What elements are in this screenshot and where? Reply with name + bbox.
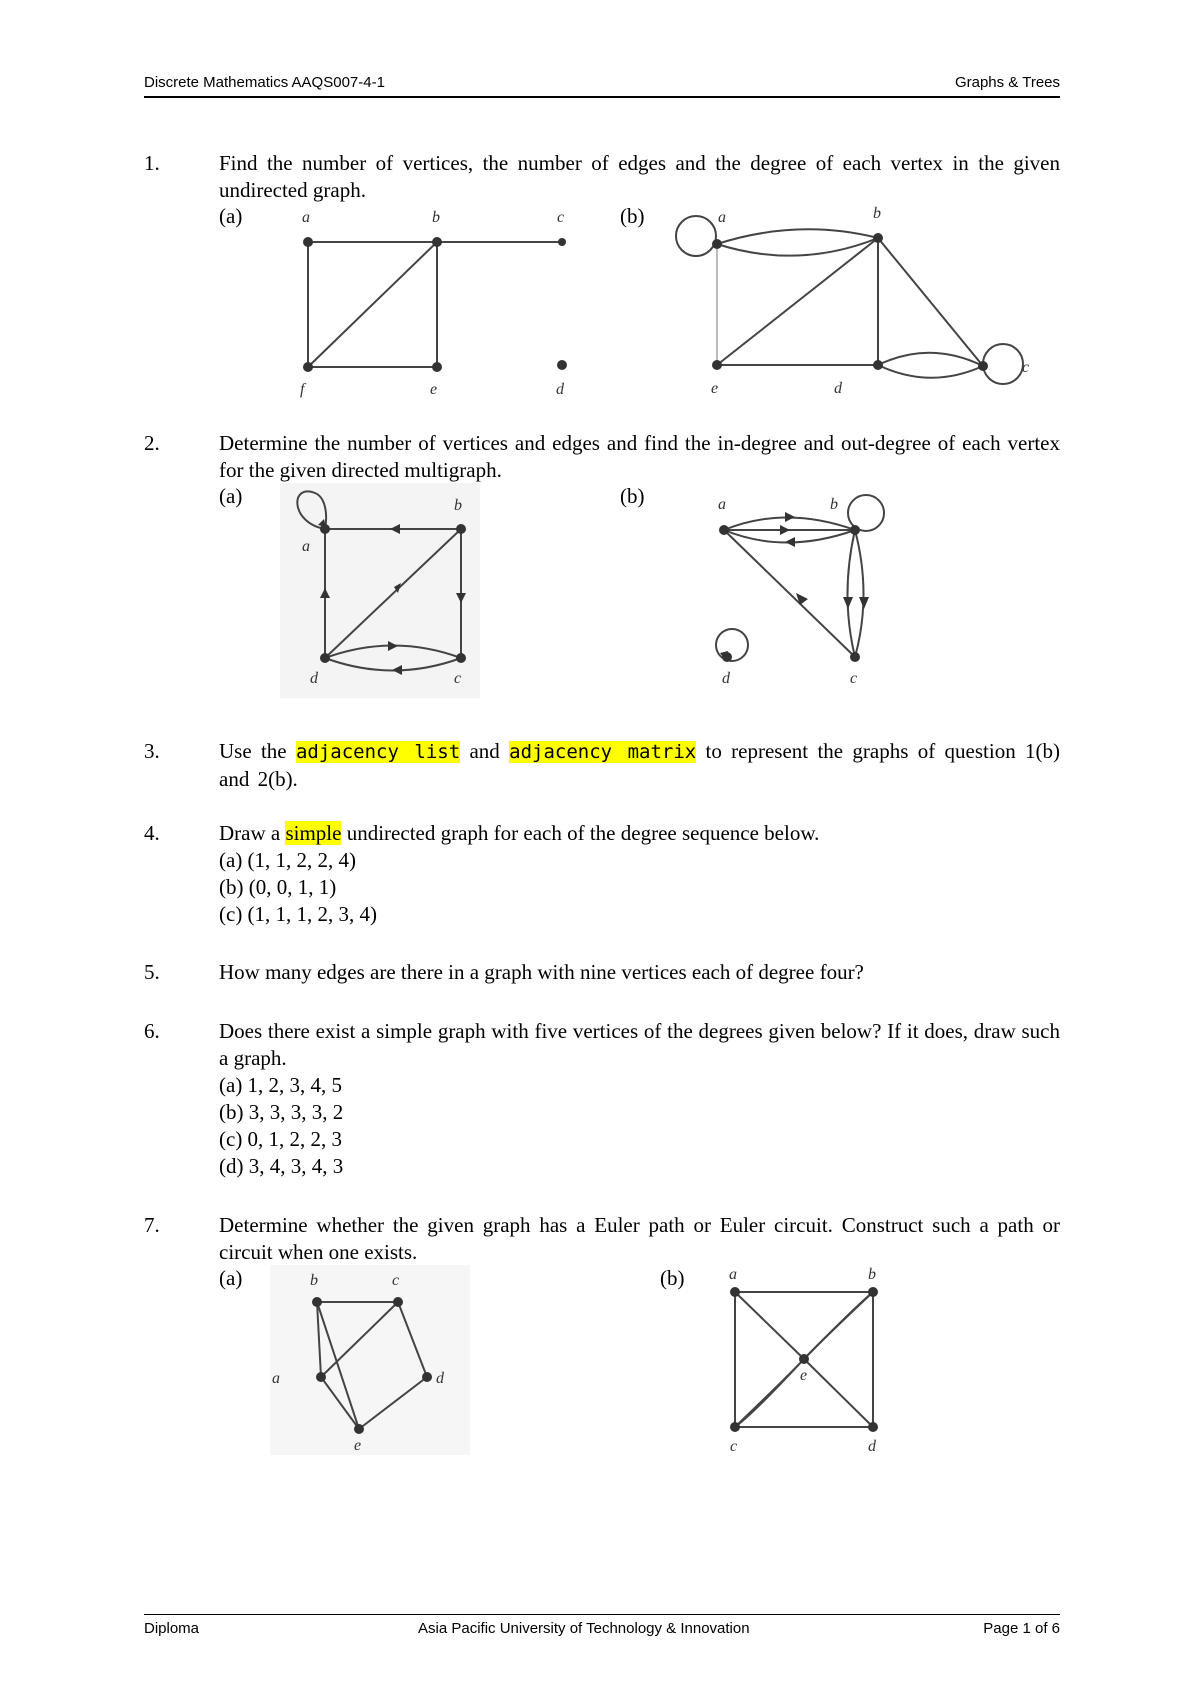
header-course: Discrete Mathematics AAQS007-4-1 [144,74,385,91]
q7a-vertex-b: b [310,1272,318,1289]
q3-text-pre: Use the [219,739,296,763]
q1b-vertex-a: a [718,209,726,226]
q4-item-b: (b) (0, 0, 1, 1) [219,875,337,899]
q2b-vertex-a: a [718,496,726,513]
q7a-vertex-c: c [392,1272,400,1289]
q4-item-c: (c) (1, 1, 1, 2, 3, 4) [219,902,378,926]
highlight-adjacency-list: adjacency list [295,741,461,763]
question-text [219,820,1060,928]
question-text: Determine the number of vertices and edges and find the in-degree and out-degree of each vertex for the given directed multigraph. [219,431,1060,482]
q1b-vertex-b: b [873,205,881,222]
q1-label-b: (b) [620,204,645,228]
q7b-graph-figure [715,1262,900,1457]
q2a-vertex-c: c [454,670,462,687]
q3-text-post: to represent the graphs of question 1(b) and 2(b). [219,739,1060,791]
footer-rule [144,1614,1060,1615]
q6-item-c: (c) 0, 1, 2, 2, 3 [219,1127,343,1151]
q3-text-mid: and [460,739,510,763]
question-text [219,1018,1060,1180]
q7b-vertex-b: b [868,1266,876,1283]
footer-page-number: Page 1 of 6 [983,1620,1060,1637]
highlight-simple: simple [285,821,342,845]
q2b-vertex-c: c [850,670,858,687]
header-rule [144,96,1060,98]
q7a-vertex-e: e [354,1437,362,1454]
question-number: 4. [144,821,160,845]
q7b-vertex-c: c [730,1438,738,1455]
q1a-vertex-f: f [300,381,305,398]
q6-text: Does there exist a simple graph with five vertices of the degrees given below? If it does, draw such a graph. [219,1019,1060,1070]
question-text: Find the number of vertices, the number of edges and the degree of each vertex in the given undirected graph. [219,151,1060,202]
q1b-graph-figure [670,200,1030,405]
q2b-graph-figure [700,485,910,690]
question-number: 3. [144,739,160,763]
q7a-vertex-a: a [272,1370,280,1387]
q7-label-b: (b) [660,1266,685,1290]
q1a-vertex-b: b [432,209,440,226]
q7b-vertex-a: a [729,1266,737,1283]
q6-item-a: (a) 1, 2, 3, 4, 5 [219,1073,343,1097]
q1b-vertex-e: e [711,380,719,397]
q7a-vertex-d: d [436,1370,444,1387]
q2b-vertex-d: d [722,670,730,687]
question-number: 6. [144,1019,160,1043]
question-number: 1. [144,151,160,175]
header-topic: Graphs & Trees [954,74,1060,91]
q2b-vertex-b: b [830,496,838,513]
q2a-vertex-a: a [302,538,310,555]
question-number: 2. [144,431,160,455]
q4-text-post: undirected graph for each of the degree sequence below. [341,821,820,845]
highlight-adjacency-matrix: adjacency matrix [509,741,697,763]
q1b-vertex-d: d [834,380,842,397]
footer-institution: Asia Pacific University of Technology & Innovation [418,1620,750,1637]
q1a-graph-figure [280,205,590,405]
q1a-vertex-d: d [556,381,564,398]
question-text: How many edges are there in a graph with nine vertices each of degree four? [219,960,864,984]
q2a-vertex-b: b [454,497,462,514]
q6-item-b: (b) 3, 3, 3, 3, 2 [219,1100,344,1124]
question-text [219,738,1060,793]
q7a-graph-figure [270,1265,470,1455]
question-number: 5. [144,960,160,984]
q6-item-d: (d) 3, 4, 3, 4, 3 [219,1154,344,1178]
q4-item-a: (a) (1, 1, 2, 2, 4) [219,848,357,872]
q7b-vertex-e: e [800,1367,808,1384]
q7b-vertex-d: d [868,1438,876,1455]
q1-label-a: (a) [219,204,243,228]
footer-program: Diploma [144,1620,200,1637]
question-number: 7. [144,1213,160,1237]
q1a-vertex-e: e [430,381,438,398]
q2a-graph-figure [280,483,480,698]
q2a-vertex-d: d [310,670,318,687]
q1a-vertex-a: a [302,209,310,226]
q2-label-a: (a) [219,484,243,508]
q7-label-a: (a) [219,1266,243,1290]
q1a-vertex-c: c [557,209,565,226]
q1b-vertex-c: c [1022,359,1030,376]
question-text: Determine whether the given graph has a Euler path or Euler circuit. Construct such a path or circuit when one exists. [219,1213,1060,1264]
q4-text-pre: Draw a [219,821,286,845]
q2-label-b: (b) [620,484,645,508]
